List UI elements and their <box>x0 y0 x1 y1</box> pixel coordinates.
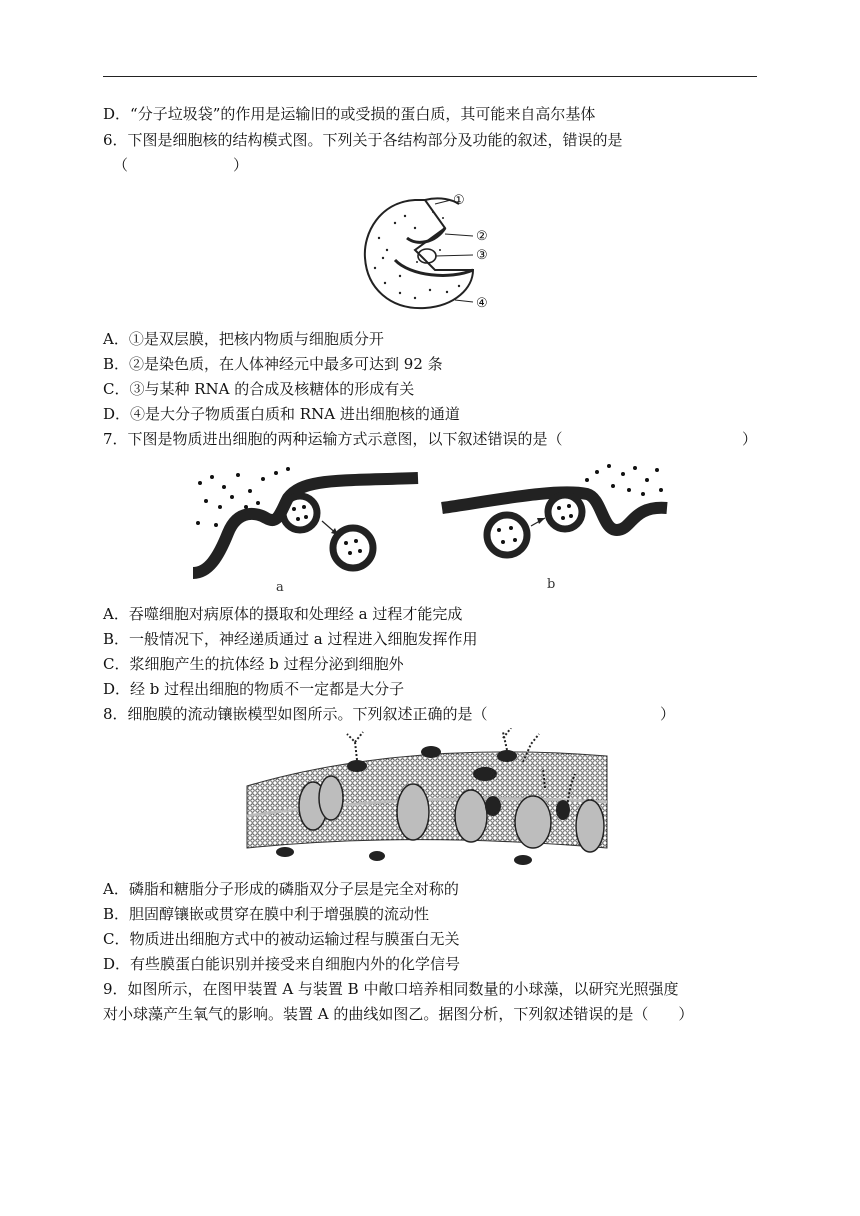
q6-answer-paren: （ ） <box>113 156 249 174</box>
q8-option-b: B．胆固醇镶嵌或贯穿在膜中利于增强膜的流动性 <box>103 905 430 923</box>
endocytosis-figure-a <box>188 463 423 593</box>
q7-option-c: C．浆细胞产生的抗体经 b 过程分泌到细胞外 <box>103 655 404 673</box>
nucleus-label-1: ① <box>453 193 465 208</box>
q7-answer-close: ） <box>742 430 758 448</box>
q6-option-b: B．②是染色质，在人体神经元中最多可达到 92 条 <box>103 355 443 373</box>
q8-stem: 8．细胞膜的流动镶嵌模型如图所示。下列叙述正确的是（ <box>103 705 488 723</box>
q9-stem-line2: 对小球藻产生氧气的影响。装置 A 的曲线如图乙。据图分析，下列叙述错误的是（ ） <box>103 1005 694 1023</box>
q8-option-c: C．物质进出细胞方式中的被动运输过程与膜蛋白无关 <box>103 930 460 948</box>
nucleus-label-4: ④ <box>476 296 488 311</box>
q5-option-d: D．“分子垃圾袋”的作用是运输旧的或受损的蛋白质，其可能来自高尔基体 <box>103 105 596 123</box>
q6-option-c: C．③与某种 RNA 的合成及核糖体的形成有关 <box>103 380 415 398</box>
q8-option-d: D．有些膜蛋白能识别并接受来自细胞内外的化学信号 <box>103 955 461 973</box>
q6-stem: 6．下图是细胞核的结构模式图。下列关于各结构部分及功能的叙述，错误的是 <box>103 131 623 149</box>
q7-option-a: A．吞噬细胞对病原体的摄取和处理经 a 过程才能完成 <box>103 605 463 623</box>
figure-a-label: a <box>276 580 284 593</box>
q7-stem: 7．下图是物质进出细胞的两种运输方式示意图，以下叙述错误的是（ <box>103 430 563 448</box>
q8-answer-close: ） <box>660 705 676 723</box>
header-rule <box>103 76 757 77</box>
q9-stem-line1: 9．如图所示，在图甲装置 A 与装置 B 中敞口培养相同数量的小球藻，以研究光照强度 <box>103 980 679 998</box>
nucleus-label-2: ② <box>476 229 488 244</box>
q8-option-a: A．磷脂和糖脂分子形成的磷脂双分子层是完全对称的 <box>103 880 459 898</box>
q6-option-d: D．④是大分子物质蛋白质和 RNA 进出细胞核的通道 <box>103 405 460 423</box>
q7-option-b: B．一般情况下，神经递质通过 a 过程进入细胞发挥作用 <box>103 630 478 648</box>
q6-option-a: A．①是双层膜，把核内物质与细胞质分开 <box>103 330 384 348</box>
figure-b-label: b <box>547 577 556 590</box>
fluid-mosaic-membrane-figure <box>245 728 610 870</box>
exocytosis-figure-b <box>437 460 672 590</box>
nucleus-structure-figure <box>355 188 505 316</box>
nucleus-label-3: ③ <box>476 248 488 263</box>
q7-option-d: D．经 b 过程出细胞的物质不一定都是大分子 <box>103 680 405 698</box>
